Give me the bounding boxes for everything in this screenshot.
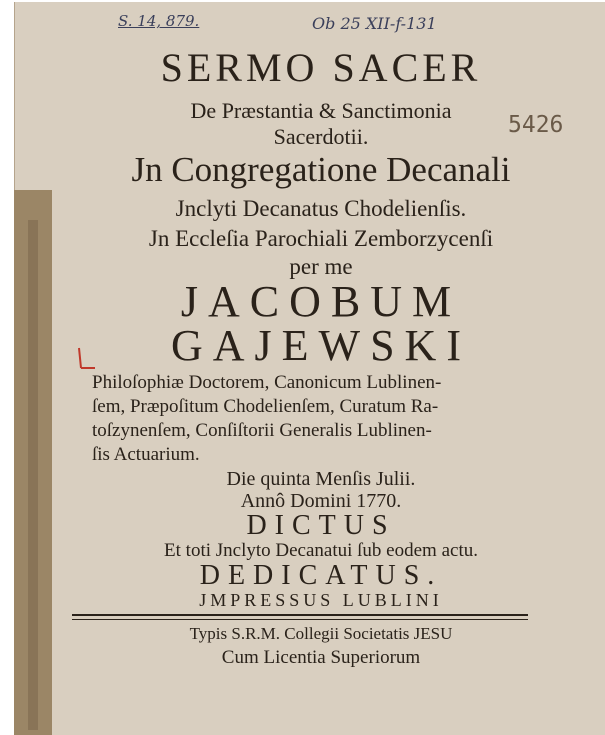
- dictus-heading: DICTUS: [246, 510, 396, 541]
- title-sermo-sacer: SERMO SACER: [160, 45, 482, 90]
- impressus-line: JMPRESSUS LUBLINI: [199, 590, 443, 610]
- title-per-me: per me: [289, 254, 353, 279]
- author-first-name: JACOBUM: [180, 277, 462, 326]
- divider-rule-thick: [72, 614, 528, 616]
- red-ink-mark: [75, 344, 99, 374]
- dedication-line: Et toti Jnclyto Decanatui ſub eodem actu.: [164, 540, 478, 561]
- author-titles-line-3: toſzynenſem, Conſiſtorii Generalis Lublinen-: [92, 420, 432, 441]
- date-year: Annô Domini 1770.: [240, 490, 402, 512]
- author-titles-line-4: ſis Actuarium.: [92, 444, 200, 465]
- shelf-mark-right: Ob 25 XII-f-131: [312, 14, 437, 33]
- number-stamp: 5426: [508, 112, 564, 138]
- author-last-name: GAJEWSKI: [171, 321, 471, 370]
- title-ecclesia: Jn Eccleſia Parochiali Zemborzycenſi: [148, 226, 494, 251]
- author-titles-line-2: ſem, Præpoſitum Chodelienſem, Curatum Ra-: [92, 396, 439, 417]
- dedicatus-heading: DEDICATUS.: [199, 560, 443, 591]
- divider-rule-thin: [72, 619, 528, 620]
- title-sacerdotii: Sacerdotii.: [273, 124, 369, 149]
- title-decanatus: Jnclyti Decanatus Chodelienſis.: [175, 196, 467, 221]
- printer-line: Typis S.R.M. Collegii Societatis JESU: [189, 624, 453, 643]
- title-de-praestantia: De Præstantia & Sanctimonia: [190, 98, 452, 123]
- date-day: Die quinta Menſis Julii.: [226, 468, 416, 490]
- shelf-mark-left: S. 14, 879.: [118, 12, 200, 30]
- license-line: Cum Licentia Superiorum: [221, 647, 421, 668]
- title-congregatione: Jn Congregatione Decanali: [131, 150, 511, 189]
- page-spine-shadow: [28, 220, 38, 730]
- author-titles-line-1: Philoſophiæ Doctorem, Canonicum Lublinen-: [92, 372, 442, 393]
